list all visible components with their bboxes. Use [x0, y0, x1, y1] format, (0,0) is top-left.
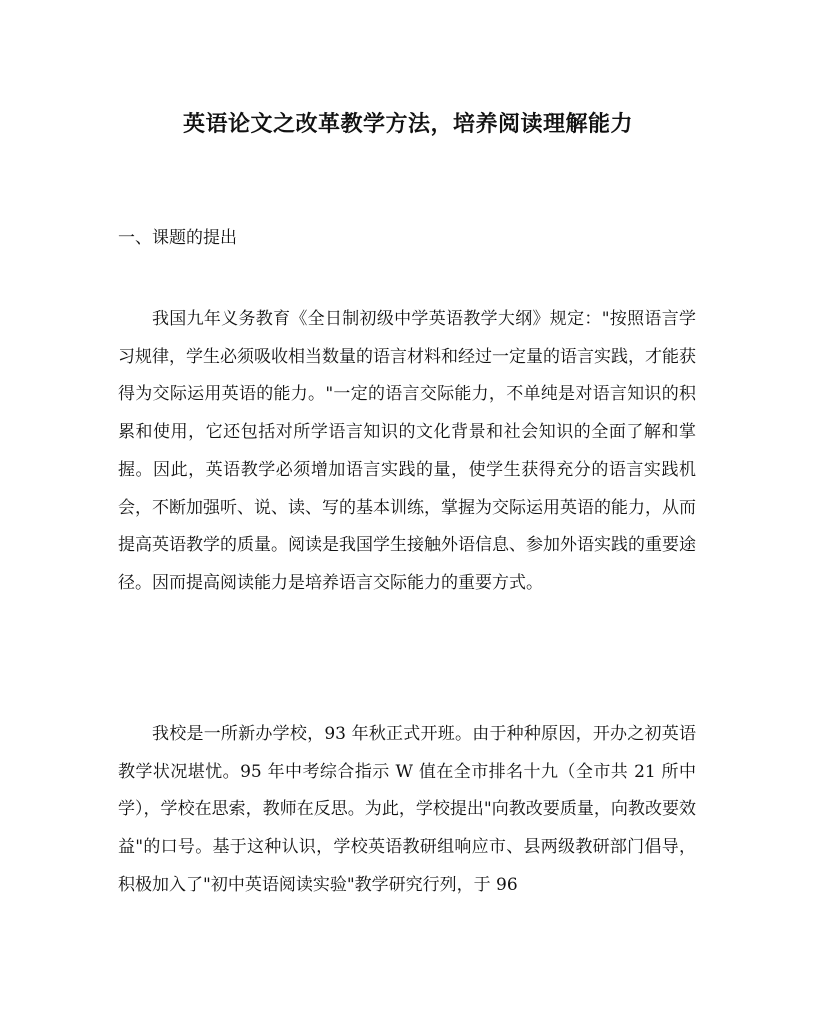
document-title: 英语论文之改革教学方法，培养阅读理解能力	[182, 111, 633, 137]
paragraph-2: 我校是一所新办学校，93 年秋正式开班。由于种种原因，开办之初英语教学状况堪忧。95 年中考综合指示 W 值在全市排名十九（全市共 21 所中学），学校在思索，教师在反思。为此，学校提出"向教改要质量，向教改要效益"的口号。基于这种认识，学校英语教研组响应市、县两级教研部门倡导，积极加入了"初中英语阅读实验"教学研究行列，于 96	[118, 724, 696, 895]
section-heading: 一、课题的提出	[118, 228, 237, 248]
paragraph-1: 我国九年义务教育《全日制初级中学英语教学大纲》规定："按照语言学习规律，学生必须吸收相当数量的语言材料和经过一定量的语言实践，才能获得为交际运用英语的能力。"一定的语言交际能力，不单纯是对语言知识的积累和使用，它还包括对所学语言知识的文化背景和社会知识的全面了解和掌握。因此，英语教学必须增加语言实践的量，使学生获得充分的语言实践机会，不断加强听、说、读、写的基本训练，掌握为交际运用英语的能力，从而提高英语教学的质量。阅读是我国学生接触外语信息、参加外语实践的重要途径。因而提高阅读能力是培养语言交际能力的重要方式。	[118, 309, 696, 593]
